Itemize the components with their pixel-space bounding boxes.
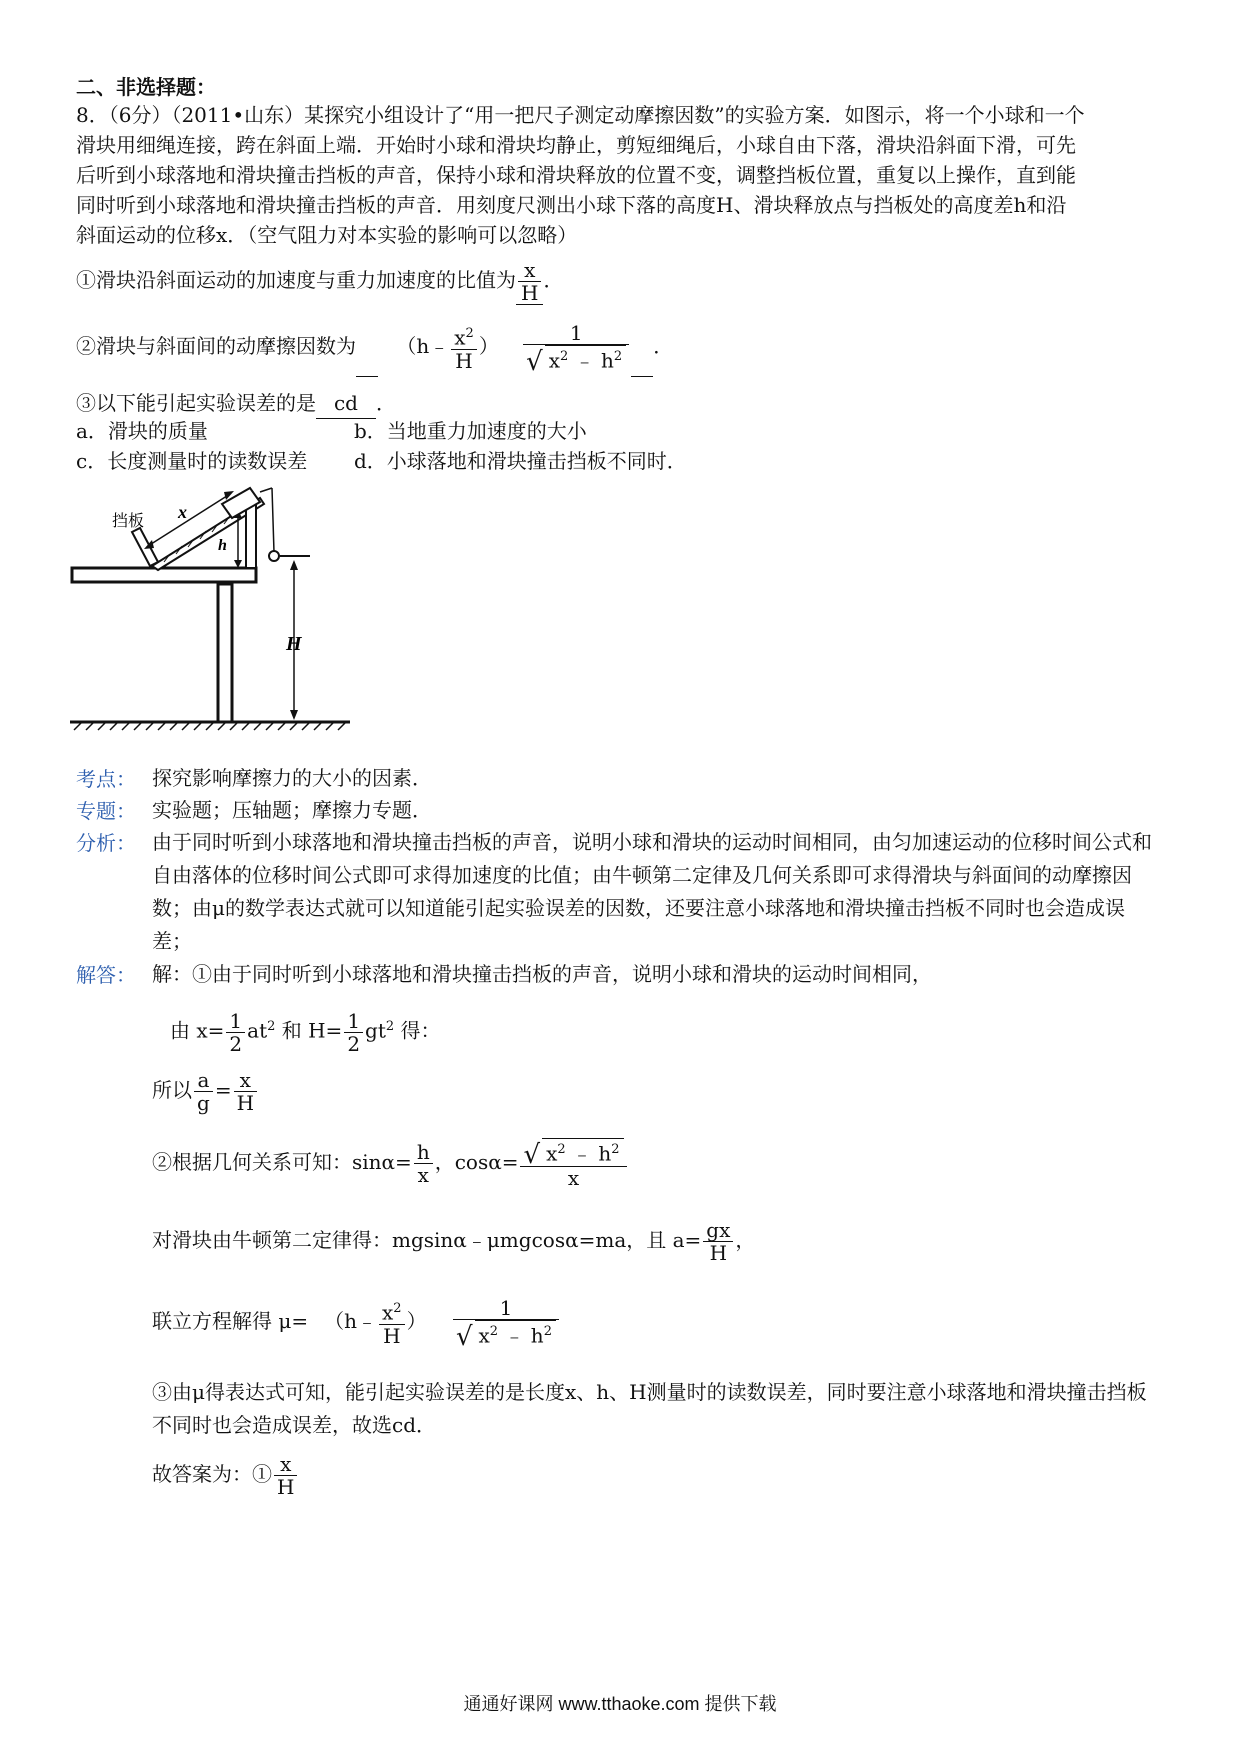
kaodian-label: 考点：: [76, 767, 136, 791]
H-label: H: [286, 633, 302, 655]
experiment-diagram: [60, 478, 360, 738]
question-line-2: 滑块用细绳连接，跨在斜面上端．开始时小球和滑块均静止，剪短细绳后，小球自由下落，滑块沿斜面下滑，可先: [76, 133, 1076, 157]
equation-ratio: 所以 $\frac{a}{g}$ = $\frac{x}{H}$: [152, 1064, 259, 1116]
step-3: ③由μ得表达式可知，能引起实验误差的是长度x、h、H测量时的读数误差，同时要注意小球落地和滑块撞击挡板不同时也会造成误差，故选cd．: [152, 1380, 1147, 1437]
part3: ③以下能引起实验误差的是 cd ．: [76, 388, 396, 419]
fenxi-label: 分析：: [76, 831, 136, 855]
equation-1: 由 x= $\frac{1}{2}$ $at^2$ 和 H= $\frac{1}{2}$ $gt^2$ 得：: [170, 1008, 441, 1056]
final-answer: 故答案为：① $\frac{x}{H}$: [152, 1448, 299, 1500]
section-title: 二、非选择题：: [76, 75, 216, 99]
equation-newton: 对滑块由牛顿第二定律得：mgsinα﹣μmgcosα=ma，且 a= $\frac{gx}{H}$ ，: [152, 1218, 756, 1265]
part1-text: ①滑块沿斜面运动的加速度与重力加速度的比值为: [76, 268, 516, 292]
baffle-label: 挡板: [112, 513, 145, 530]
x-label: x: [178, 502, 187, 522]
zhuanti-label: 专题：: [76, 799, 136, 823]
question-line-5: 斜面运动的位移x．（空气阻力对本实验的影响可以忽略）: [76, 223, 578, 247]
part1-answer: $\frac{x}{H}$: [516, 256, 543, 305]
jieda-line-1: 解：①由于同时听到小球落地和滑块撞击挡板的声音，说明小球和滑块的运动时间相同，: [152, 962, 932, 986]
equation-mu: 联立方程解得 μ= （h﹣ $\frac{x^2}{H}$ ） $\frac{1}{√ x^2 ﹣ h^2}$: [152, 1288, 561, 1354]
part2-text: ②滑块与斜面间的动摩擦因数为: [76, 334, 356, 358]
question-line-1: 8．（6分）（2011•山东）某探究小组设计了“用一把尺子测定动摩擦因数”的实验方案．如图示，将一个小球和一个: [76, 103, 1085, 127]
equation-geometry: ②根据几何关系可知：sinα= $\frac{h}{x}$ ，cosα= $\frac{√ x^2 ﹣ h^2}{x}$: [152, 1130, 629, 1194]
part1: ①滑块沿斜面运动的加速度与重力加速度的比值为 $\frac{x}{H}$ ．: [76, 258, 564, 305]
kaodian-text: 探究影响摩擦力的大小的因素．: [152, 766, 432, 790]
jieda-label: 解答：: [76, 963, 136, 987]
zhuanti-text: 实验题；压轴题；摩擦力专题．: [152, 798, 432, 822]
h-label: h: [218, 537, 227, 554]
part2: ②滑块与斜面间的动摩擦因数为 （h﹣ $\frac{x^2}{H}$ ） $\frac{1}{√ x^2 ﹣ h^2}$ ．: [76, 316, 673, 377]
option-b: b．当地重力加速度的大小: [354, 419, 587, 443]
option-c: c．长度测量时的读数误差: [76, 449, 308, 473]
footer: 通通好课网 www.tthaoke.com 提供下载: [463, 1694, 777, 1714]
part3-answer: cd: [316, 388, 376, 419]
question-line-3: 后听到小球落地和滑块撞击挡板的声音，保持小球和滑块释放的位置不变，调整挡板位置，重复以上操作，直到能: [76, 163, 1076, 187]
option-d: d．小球落地和滑块撞击挡板不同时．: [354, 449, 687, 473]
fenxi-text: 由于同时听到小球落地和滑块撞击挡板的声音，说明小球和滑块的运动时间相同，由匀加速运动的位移时间公式和自由落体的位移时间公式即可求得加速度的比值；由牛顿第二定律及几何关系即可求得滑块与斜面间的动摩擦因数；由μ的数学表达式就可以知道能引起实验误差的因数，还要注意小球落地和滑块撞击挡板不同时也会造成误差；: [152, 830, 1152, 953]
question-line-4: 同时听到小球落地和滑块撞击挡板的声音．用刻度尺测出小球下落的高度H、滑块释放点与挡板处的高度差h和沿: [76, 193, 1067, 217]
option-a: a．滑块的质量: [76, 419, 208, 443]
